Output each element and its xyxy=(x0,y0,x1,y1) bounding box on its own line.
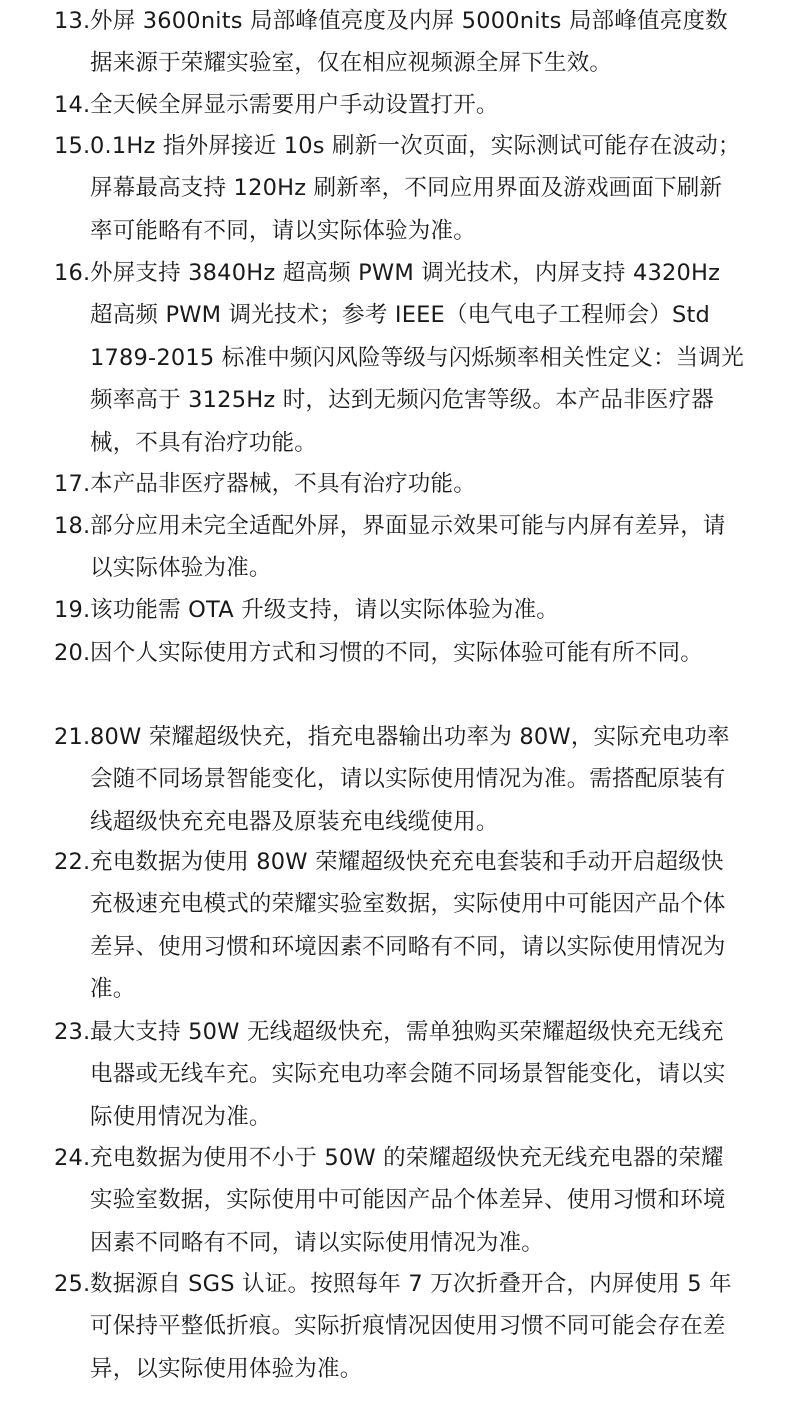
footnote-23 xyxy=(54,1011,744,1138)
footnote-21 xyxy=(54,716,744,843)
footnote-number: 22. xyxy=(54,849,91,875)
footnote-number: 15. xyxy=(54,133,91,159)
footnote-number: 18. xyxy=(54,513,91,539)
footnote-17 xyxy=(54,463,744,505)
footnote-text: 全天候全屏显示需要用户手动设置打开。 xyxy=(90,92,499,118)
footnote-text: 部分应用未完全适配外屏，界面显示效果可能与内屏有差异，请以实际体验为准。 xyxy=(90,513,726,582)
footnote-24 xyxy=(54,1137,744,1264)
footnote-text: 0.1Hz 指外屏接近 10s 刷新一次页面，实际测试可能存在波动；屏幕最高支持 120Hz 刷新率，不同应用界面及游戏画面下刷新率可能略有不同，请以实际体验为准。 xyxy=(90,133,741,244)
footnote-text: 充电数据为使用 80W 荣耀超级快充充电套装和手动开启超级快充极速充电模式的荣耀实验室数据，实际使用中可能因产品个体差异、使用习惯和环境因素不同略有不同，请以实际使用情况为准。 xyxy=(90,849,726,1003)
footnote-text: 本产品非医疗器械，不具有治疗功能。 xyxy=(90,471,476,497)
footnote-19 xyxy=(54,589,744,631)
footnote-text: 外屏支持 3840Hz 超高频 PWM 调光技术，内屏支持 4320Hz 超高频 PWM 调光技术；参考 IEEE（电气电子工程师会）Std 1789-2015 标准中频闪风险等级与闪烁频率相关性定义：当调光频率高于 3125Hz 时，达到无频闪危害等级。本产品非医疗器械，不具有治疗功能。 xyxy=(90,260,744,456)
footnote-20 xyxy=(54,632,744,674)
footnote-number: 23. xyxy=(54,1019,91,1045)
footnote-text: 充电数据为使用不小于 50W 的荣耀超级快充无线充电器的荣耀实验室数据，实际使用中可能因产品个体差异、使用习惯和环境因素不同略有不同，请以实际使用情况为准。 xyxy=(90,1145,726,1256)
footnote-text: 外屏 3600nits 局部峰值亮度及内屏 5000nits 局部峰值亮度数据来源于荣耀实验室，仅在相应视频源全屏下生效。 xyxy=(90,8,728,77)
footnote-number: 13. xyxy=(54,8,91,34)
footnote-18 xyxy=(54,505,744,590)
footnote-number: 24. xyxy=(54,1145,91,1171)
footnote-text: 因个人实际使用方式和习惯的不同，实际体验可能有所不同。 xyxy=(90,640,703,666)
footnote-number: 21. xyxy=(54,724,91,750)
footnote-16 xyxy=(54,252,744,464)
footnote-22 xyxy=(54,841,744,1011)
footnote-number: 20. xyxy=(54,640,91,666)
footnote-number: 14. xyxy=(54,92,91,118)
footnote-25 xyxy=(54,1263,744,1390)
footnote-number: 19. xyxy=(54,597,91,623)
footnote-text: 该功能需 OTA 升级支持，请以实际体验为准。 xyxy=(90,597,560,623)
footnote-14 xyxy=(54,84,744,126)
footnote-text: 80W 荣耀超级快充，指充电器输出功率为 80W，实际充电功率会随不同场景智能变化，请以实际使用情况为准。需搭配原装有线超级快充充电器及原装充电线缆使用。 xyxy=(90,724,730,835)
footnote-15 xyxy=(54,125,744,252)
footnote-number: 16. xyxy=(54,260,91,286)
footnote-number: 17. xyxy=(54,471,91,497)
footnote-number: 25. xyxy=(54,1271,91,1297)
footnote-text: 最大支持 50W 无线超级快充，需单独购买荣耀超级快充无线充电器或无线车充。实际充电功率会随不同场景智能变化，请以实际使用情况为准。 xyxy=(90,1019,726,1130)
footnote-text: 数据源自 SGS 认证。按照每年 7 万次折叠开合，内屏使用 5 年可保持平整低折痕。实际折痕情况因使用习惯不同可能会存在差异，以实际使用体验为准。 xyxy=(90,1271,732,1382)
footnote-13 xyxy=(54,0,744,85)
